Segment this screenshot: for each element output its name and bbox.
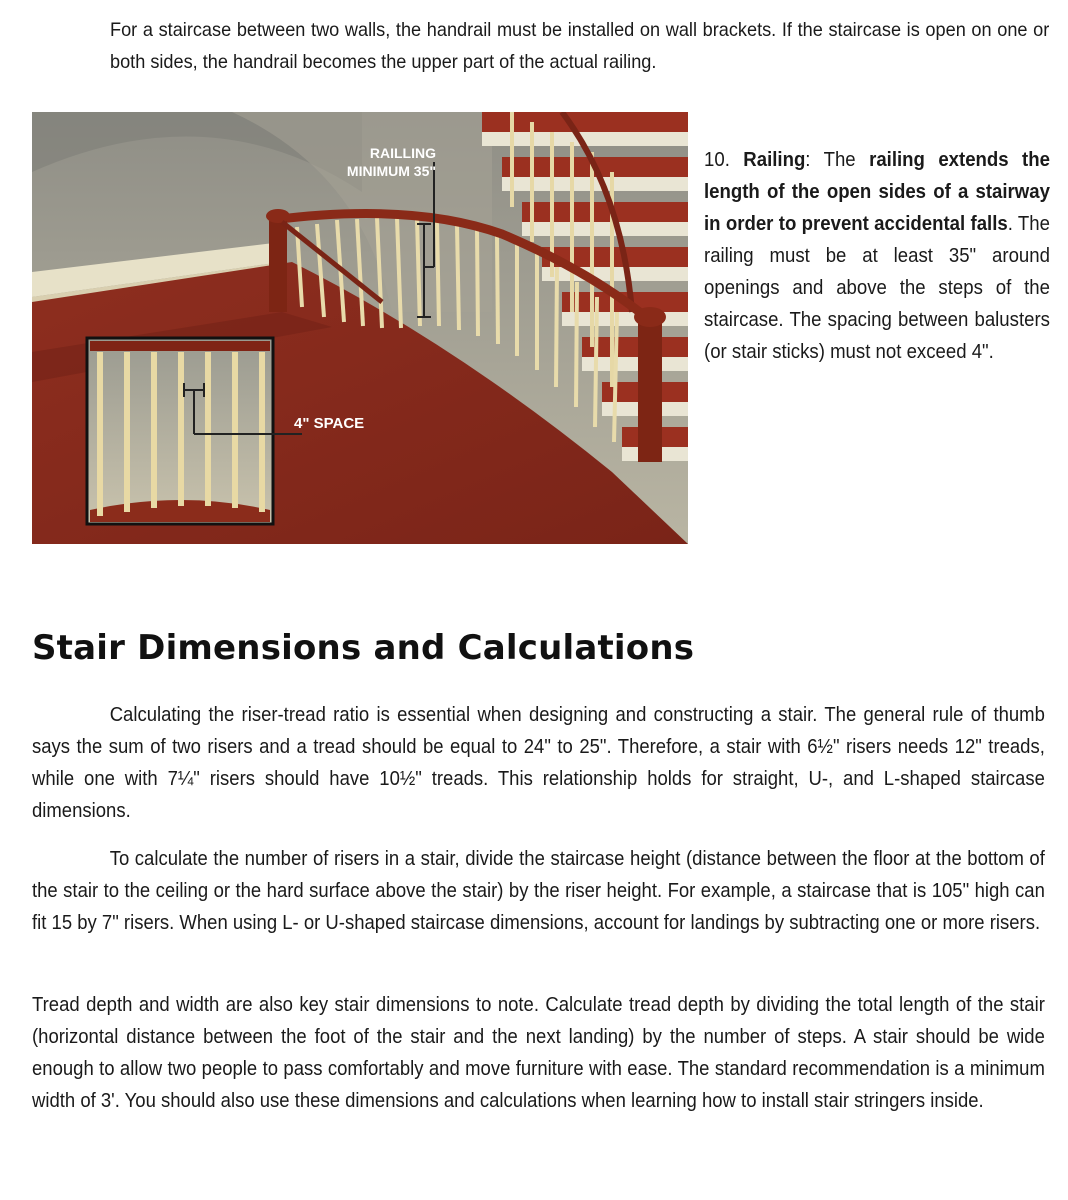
caption-number: 10. — [704, 149, 730, 171]
railing-label-line2: MINIMUM 35" — [346, 163, 436, 179]
paragraph-tread-depth: Tread depth and width are also key stair dimensions to note. Calculate tread depth by dividing the total length of the stair (horizontal distance between the foot of the stair and the next landing) by the number of steps. A stair should be wide enough to allow two people to pass comfortably and move furniture with ease. The standard recommendation is a minimum width of 3'. You should also use these dimensions and calculations when learning how to install stair stringers inside. — [32, 994, 1045, 1112]
space-label: 4" SPACE — [294, 415, 365, 432]
paragraph-riser-tread: Calculating the riser-tread ratio is essential when designing and constructing a stair. The general rule of thumb says the sum of two risers and a tread should be equal to 24" to 25". Therefore, a stair with 6½" risers needs 12" treads, while one with 7¼" risers should have 10½" treads. This relationship holds for straight, U-, and L-shaped staircase dimensions. — [32, 704, 1045, 822]
railing-caption — [704, 144, 1050, 368]
paragraph-number-of-risers: To calculate the number of risers in a stair, divide the staircase height (distance between the floor at the bottom of the stair to the ceiling or the hard surface above the stair) by the riser height. For example, a staircase that is 105" high can fit 15 by 7" risers. When using L- or U-shaped staircase dimensions, account for landings by subtracting one or more risers. — [32, 848, 1045, 934]
railing-label-line1: RAILLING — [369, 145, 436, 161]
intro-paragraph: For a staircase between two walls, the handrail must be installed on wall brackets. If the staircase is open on one or both sides, the handrail becomes the upper part of the actual railing. — [110, 19, 1050, 73]
caption-bold-text: railing extends the length of the open sides of a stairway in order to prevent accidental falls — [704, 149, 1050, 235]
caption-rest: . The railing must be at least 35" around openings and above the steps of the staircase. The spacing between balusters (or stair sticks) must not exceed 4". — [704, 213, 1050, 363]
section-title: Stair Dimensions and Calculations — [32, 628, 695, 668]
railing-illustration — [32, 112, 688, 544]
caption-sep: : The — [805, 149, 870, 171]
baluster-spacing-inset — [87, 338, 302, 524]
caption-term: Railing — [743, 149, 806, 171]
